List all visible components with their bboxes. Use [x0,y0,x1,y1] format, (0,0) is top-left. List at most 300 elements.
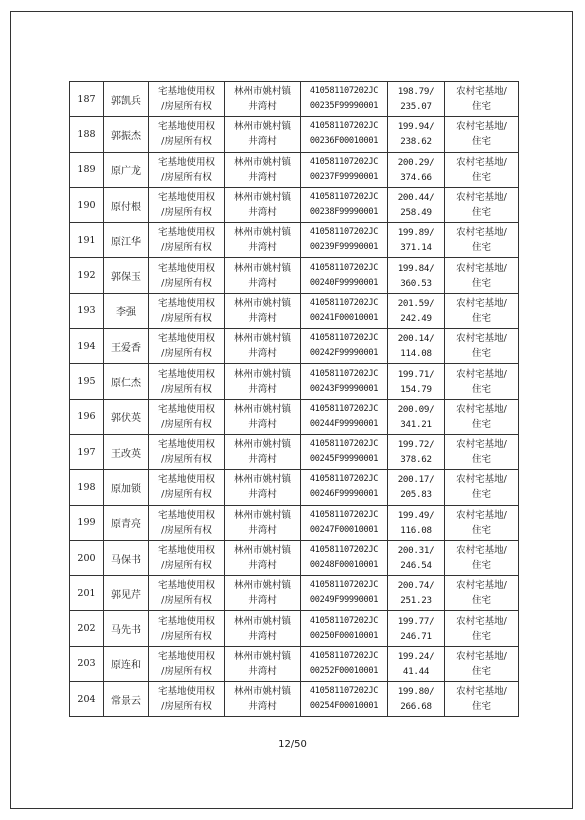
area-line: 199.84/ [397,262,435,274]
row-number-cell: 203 [70,646,104,681]
area-line: 200.29/ [397,156,435,168]
location-cell [225,540,301,575]
unit-code-cell [301,293,388,328]
unit-code-line: 410581107202JC [309,439,379,450]
area-line: 199.94/ [397,121,435,133]
row-number-cell: 201 [70,576,104,611]
table-row [70,540,519,575]
unit-code-line: 410581107202JC [309,686,379,697]
right-type-line: /房屋所有权 [161,701,212,713]
location-line: 林州市姚村镇 [233,650,291,662]
location-cell [225,611,301,646]
right-type-cell [149,576,225,611]
page-number: 12/50 [278,739,307,750]
area-line: 199.80/ [397,686,435,698]
land-use-cell [445,434,519,469]
location-cell [225,187,301,222]
location-line: 井湾村 [248,207,277,219]
right-type-line: /房屋所有权 [161,665,212,677]
location-line: 林州市姚村镇 [233,686,291,698]
land-use-cell [445,646,519,681]
location-line: 林州市姚村镇 [233,403,291,415]
unit-code-line: 00243F99990001 [309,383,379,394]
owner-name-cell: 原江华 [104,223,149,258]
unit-code-cell [301,117,388,152]
location-line: 井湾村 [248,348,277,360]
land-use-cell [445,576,519,611]
area-line: 242.49 [400,312,432,324]
land-use-line: 农村宅基地/ [456,474,507,486]
right-type-cell [149,223,225,258]
area-cell [388,329,445,364]
table-row [70,434,519,469]
area-cell [388,152,445,187]
area-line: 200.31/ [397,545,435,556]
unit-code-line: 410581107202JC [309,227,379,238]
area-line: 199.24/ [397,650,435,662]
location-line: 林州市姚村镇 [233,368,291,380]
unit-code-cell [301,576,388,611]
location-cell [225,223,301,258]
unit-code-cell [301,399,388,434]
location-cell [225,329,301,364]
right-type-line: /房屋所有权 [161,595,212,607]
table-row [70,223,519,258]
right-type-line: 宅基地使用权 [157,192,215,204]
location-cell [225,505,301,540]
right-type-cell [149,682,225,717]
right-type-line: /房屋所有权 [161,312,212,324]
unit-code-cell [301,223,388,258]
location-cell [225,117,301,152]
row-number-cell: 198 [70,470,104,505]
land-use-cell [445,611,519,646]
row-number-cell: 187 [70,82,104,117]
location-line: 林州市姚村镇 [233,474,291,486]
land-use-cell [445,540,519,575]
land-use-cell [445,258,519,293]
owner-name-cell: 原广龙 [104,152,149,187]
unit-code-line: 410581107202JC [309,192,379,203]
owner-name-cell: 郭伏英 [104,399,149,434]
land-use-line: 农村宅基地/ [456,439,507,451]
land-use-line: 住宅 [471,489,491,501]
location-line: 井湾村 [248,171,277,183]
area-line: 238.62 [400,136,432,148]
location-line: 井湾村 [248,136,277,148]
owner-name-cell: 郭振杰 [104,117,149,152]
unit-code-line: 00241F00010001 [309,312,379,323]
row-number-cell: 193 [70,293,104,328]
table-row [70,576,519,611]
location-cell [225,152,301,187]
right-type-line: 宅基地使用权 [157,86,215,98]
land-use-cell [445,364,519,399]
right-type-cell [149,117,225,152]
location-line: 井湾村 [248,312,277,324]
owner-name-cell: 原仁杰 [104,364,149,399]
land-use-cell [445,505,519,540]
area-line: 199.77/ [397,615,435,627]
right-type-line: 宅基地使用权 [157,333,215,345]
right-type-line: /房屋所有权 [161,207,212,219]
row-number-cell: 197 [70,434,104,469]
table-row [70,505,519,540]
location-line: 林州市姚村镇 [233,333,291,345]
location-line: 林州市姚村镇 [233,297,291,309]
unit-code-line: 410581107202JC [309,545,379,555]
unit-code-line: 00242F99990001 [309,348,379,359]
area-line: 200.74/ [397,580,435,592]
location-line: 井湾村 [248,630,277,642]
area-line: 41.44 [402,665,430,677]
area-line: 200.17/ [397,474,435,486]
unit-code-cell [301,82,388,117]
table-row [70,470,519,505]
unit-code-line: 410581107202JC [309,121,379,132]
table-row [70,646,519,681]
land-use-line: 农村宅基地/ [456,86,507,98]
right-type-cell [149,329,225,364]
right-type-line: /房屋所有权 [161,524,212,536]
right-type-line: /房屋所有权 [161,454,212,466]
right-type-line: 宅基地使用权 [157,156,215,168]
owner-name-cell: 郭保玉 [104,258,149,293]
table-row [70,682,519,717]
table-row [70,187,519,222]
area-cell [388,117,445,152]
unit-code-line: 00244F99990001 [309,418,379,429]
area-line: 251.23 [400,595,432,607]
area-line: 360.53 [400,277,432,289]
unit-code-line: 00249F99990001 [309,595,379,606]
right-type-cell [149,82,225,117]
land-use-line: 住宅 [471,348,491,360]
right-type-line: /房屋所有权 [161,171,212,183]
area-cell [388,82,445,117]
land-use-line: 住宅 [471,595,491,607]
land-use-line: 农村宅基地/ [456,121,507,133]
land-use-cell [445,223,519,258]
land-use-line: 农村宅基地/ [456,403,507,415]
area-line: 199.89/ [397,227,435,239]
right-type-line: /房屋所有权 [161,277,212,289]
row-number-cell: 202 [70,611,104,646]
right-type-line: /房屋所有权 [161,383,212,395]
right-type-line: 宅基地使用权 [157,650,215,662]
land-use-line: 农村宅基地/ [456,686,507,698]
row-number-cell: 199 [70,505,104,540]
area-line: 258.49 [400,207,432,219]
land-use-line: 农村宅基地/ [456,650,507,662]
location-line: 井湾村 [248,701,277,713]
owner-name-cell: 原付根 [104,187,149,222]
row-number-cell: 190 [70,187,104,222]
owner-name-cell: 原连和 [104,646,149,681]
right-type-line: /房屋所有权 [161,101,212,113]
owner-name-cell: 王爱香 [104,329,149,364]
unit-code-line: 00235F99990001 [309,101,379,112]
area-line: 371.14 [400,242,432,254]
area-line: 114.08 [400,348,432,360]
location-line: 井湾村 [248,665,277,677]
unit-code-cell [301,646,388,681]
row-number-cell: 196 [70,399,104,434]
land-registry-table [69,81,519,717]
location-line: 井湾村 [248,242,277,254]
area-cell [388,611,445,646]
location-cell [225,293,301,328]
owner-name-cell: 原青亮 [104,505,149,540]
location-line: 井湾村 [248,454,277,466]
table-row [70,258,519,293]
land-use-line: 农村宅基地/ [456,156,507,168]
location-line: 林州市姚村镇 [233,227,291,239]
right-type-cell [149,152,225,187]
area-cell [388,682,445,717]
land-use-line: 农村宅基地/ [456,192,507,204]
location-line: 林州市姚村镇 [233,121,291,133]
area-line: 154.79 [400,383,432,395]
unit-code-cell [301,540,388,575]
right-type-line: 宅基地使用权 [157,227,215,239]
area-cell [388,505,445,540]
location-line: 井湾村 [248,560,277,571]
row-number-cell: 200 [70,540,104,575]
land-use-line: 住宅 [471,524,491,536]
land-use-line: 农村宅基地/ [456,297,507,309]
right-type-line: 宅基地使用权 [157,262,215,274]
owner-name-cell: 马先书 [104,611,149,646]
area-line: 246.54 [400,560,432,571]
land-use-cell [445,117,519,152]
land-use-line: 农村宅基地/ [456,580,507,592]
land-use-line: 住宅 [471,560,491,571]
unit-code-line: 410581107202JC [309,650,379,661]
table-row [70,152,519,187]
location-line: 林州市姚村镇 [233,262,291,274]
table-row [70,82,519,117]
area-cell [388,187,445,222]
location-line: 林州市姚村镇 [233,580,291,592]
area-line: 116.08 [400,524,432,536]
row-number-cell: 194 [70,329,104,364]
owner-name-cell: 常景云 [104,682,149,717]
location-line: 林州市姚村镇 [233,439,291,451]
right-type-cell [149,187,225,222]
right-type-cell [149,646,225,681]
land-use-line: 农村宅基地/ [456,227,507,239]
unit-code-line: 410581107202JC [309,509,379,520]
area-line: 200.44/ [397,192,435,204]
location-line: 林州市姚村镇 [233,192,291,204]
right-type-line: /房屋所有权 [161,560,212,571]
land-use-line: 住宅 [471,101,491,113]
land-use-cell [445,187,519,222]
unit-code-line: 410581107202JC [309,156,379,167]
area-cell [388,646,445,681]
location-line: 井湾村 [248,595,277,607]
area-line: 235.07 [400,101,432,113]
right-type-cell [149,364,225,399]
row-number-cell: 189 [70,152,104,187]
unit-code-cell [301,364,388,399]
unit-code-cell [301,152,388,187]
right-type-line: 宅基地使用权 [157,121,215,133]
right-type-cell [149,540,225,575]
right-type-cell [149,293,225,328]
location-line: 林州市姚村镇 [233,86,291,98]
unit-code-cell [301,258,388,293]
right-type-line: 宅基地使用权 [157,403,215,415]
land-use-cell [445,152,519,187]
table-row [70,364,519,399]
right-type-line: 宅基地使用权 [157,439,215,451]
table-row [70,399,519,434]
area-line: 378.62 [400,454,432,466]
land-use-line: 住宅 [471,383,491,395]
unit-code-line: 00247F00010001 [309,524,379,535]
location-cell [225,258,301,293]
land-use-cell [445,682,519,717]
location-cell [225,434,301,469]
area-cell [388,293,445,328]
right-type-line: 宅基地使用权 [157,545,215,556]
owner-name-cell: 李强 [104,293,149,328]
location-cell [225,576,301,611]
unit-code-cell [301,682,388,717]
land-use-line: 农村宅基地/ [456,333,507,345]
area-cell [388,540,445,575]
land-use-line: 农村宅基地/ [456,545,507,556]
unit-code-line: 00250F00010001 [309,630,379,641]
right-type-cell [149,470,225,505]
area-line: 374.66 [400,171,432,183]
land-use-line: 农村宅基地/ [456,509,507,521]
right-type-line: 宅基地使用权 [157,580,215,592]
location-line: 井湾村 [248,418,277,430]
unit-code-line: 410581107202JC [309,86,379,97]
table-row [70,293,519,328]
area-line: 266.68 [400,701,432,713]
row-number-cell: 195 [70,364,104,399]
land-use-cell [445,329,519,364]
unit-code-cell [301,505,388,540]
owner-name-cell: 原加锁 [104,470,149,505]
location-cell [225,399,301,434]
right-type-line: 宅基地使用权 [157,474,215,486]
right-type-line: /房屋所有权 [161,630,212,642]
land-use-line: 农村宅基地/ [456,262,507,274]
land-use-line: 住宅 [471,242,491,254]
owner-name-cell: 马保书 [104,540,149,575]
land-use-line: 住宅 [471,136,491,148]
table-row [70,117,519,152]
area-cell [388,399,445,434]
area-line: 205.83 [400,489,432,501]
right-type-line: 宅基地使用权 [157,615,215,627]
area-line: 246.71 [400,630,432,642]
right-type-line: 宅基地使用权 [157,368,215,380]
unit-code-line: 410581107202JC [309,403,379,414]
area-line: 199.71/ [397,368,435,380]
unit-code-line: 00239F99990001 [309,242,379,253]
location-line: 林州市姚村镇 [233,545,291,556]
unit-code-cell [301,611,388,646]
right-type-cell [149,434,225,469]
unit-code-line: 410581107202JC [309,580,379,591]
right-type-line: 宅基地使用权 [157,297,215,309]
land-use-line: 农村宅基地/ [456,615,507,627]
area-line: 200.14/ [397,333,435,345]
table-row [70,611,519,646]
land-use-line: 农村宅基地/ [456,368,507,380]
unit-code-line: 00237F99990001 [309,171,379,182]
right-type-line: 宅基地使用权 [157,686,215,698]
row-number-cell: 192 [70,258,104,293]
unit-code-line: 00238F99990001 [309,207,379,218]
land-use-line: 住宅 [471,454,491,466]
unit-code-line: 00252F00010001 [309,665,379,676]
area-line: 341.21 [400,418,432,430]
location-cell [225,682,301,717]
land-use-cell [445,399,519,434]
row-number-cell: 204 [70,682,104,717]
unit-code-line: 410581107202JC [309,333,379,344]
area-cell [388,434,445,469]
land-use-line: 住宅 [471,701,491,713]
right-type-line: /房屋所有权 [161,136,212,148]
right-type-cell [149,611,225,646]
area-cell [388,258,445,293]
area-line: 198.79/ [397,86,435,98]
area-cell [388,470,445,505]
right-type-line: 宅基地使用权 [157,509,215,521]
unit-code-line: 00236F00010001 [309,136,379,147]
location-cell [225,364,301,399]
land-use-line: 住宅 [471,630,491,642]
area-line: 200.09/ [397,403,435,415]
land-use-line: 住宅 [471,171,491,183]
right-type-line: /房屋所有权 [161,489,212,501]
location-line: 井湾村 [248,101,277,113]
unit-code-cell [301,470,388,505]
location-line: 井湾村 [248,277,277,289]
location-line: 井湾村 [248,489,277,501]
land-use-line: 住宅 [471,665,491,677]
unit-code-line: 00245F99990001 [309,454,379,465]
area-cell [388,364,445,399]
land-use-line: 住宅 [471,277,491,289]
unit-code-line: 00254F00010001 [309,701,379,712]
location-line: 林州市姚村镇 [233,509,291,521]
location-line: 林州市姚村镇 [233,156,291,168]
land-use-cell [445,293,519,328]
row-number-cell: 191 [70,223,104,258]
location-line: 井湾村 [248,524,277,536]
owner-name-cell: 郭凯兵 [104,82,149,117]
unit-code-line: 00248F00010001 [309,560,379,570]
area-line: 199.49/ [397,509,435,521]
owner-name-cell: 郭见芹 [104,576,149,611]
table-row [70,329,519,364]
location-cell [225,82,301,117]
land-use-line: 住宅 [471,207,491,219]
location-cell [225,646,301,681]
land-use-line: 住宅 [471,312,491,324]
area-line: 199.72/ [397,439,435,451]
location-line: 林州市姚村镇 [233,615,291,627]
